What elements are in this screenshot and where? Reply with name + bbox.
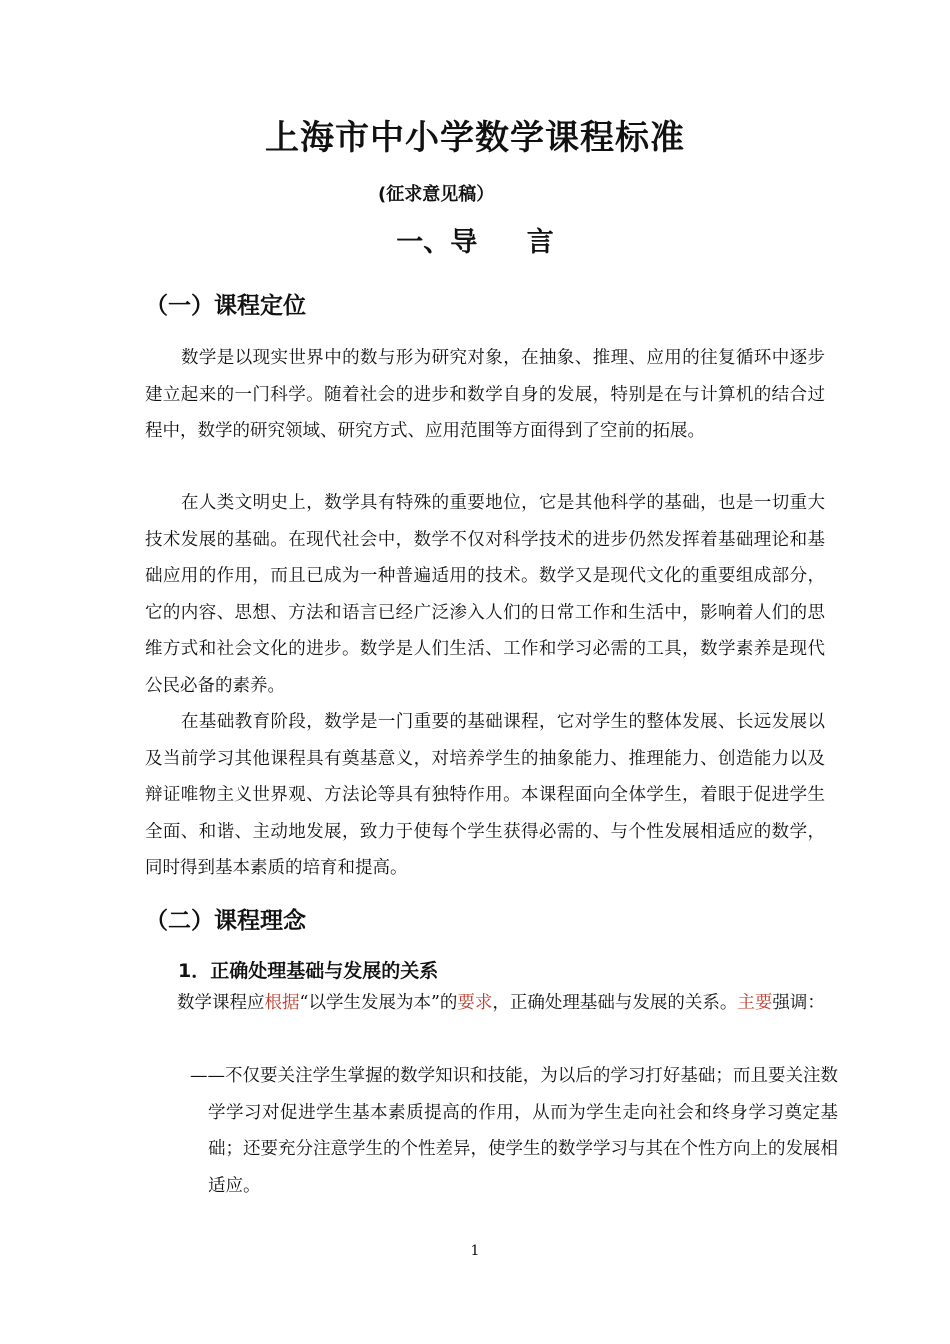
p4-text-a: 数学课程应 [177, 993, 265, 1013]
paragraph-1: 数学是以现实世界中的数与形为研究对象，在抽象、推理、应用的往复循环中逐步建立起来的一门科学。随着社会的进步和数学自身的发展，特别是在与计算机的结合过程中，数学的研究领域、研究方式、应用范围等方面得到了空前的拓展。 [145, 348, 825, 441]
p4-text-b: “以学生发展为本”的 [299, 993, 458, 1013]
paragraph-2: 在人类文明史上，数学具有特殊的重要地位，它是其他科学的基础，也是一切重大技术发展的基础。在现代社会中，数学不仅对科学技术的进步仍然发挥着基础理论和基础应用的作用，而且已成为一种普遍适用的技术。数学又是现代文化的重要组成部分，它的内容、思想、方法和语言已经广泛渗入人们的日常工作和生活中，影响着人们的思维方式和社会文化的进步。数学是人们生活、工作和学习必需的工具，数学素养是现代公民必备的素养。 [145, 493, 825, 696]
chapter-heading: 一、导 言 [396, 227, 554, 258]
p4-highlight-1: 根据 [264, 993, 300, 1013]
paragraph-4 [145, 985, 825, 1022]
p4-highlight-3: 主要 [737, 993, 773, 1013]
p4-text-d: 强调： [772, 993, 825, 1013]
document-subtitle: (征求意见稿） [378, 184, 495, 205]
paragraph-3: 在基础教育阶段，数学是一门重要的基础课程，它对学生的整体发展、长远发展以及当前学习其他课程具有奠基意义，对培养学生的抽象能力、推理能力、创造能力以及辩证唯物主义世界观、方法论等具有独特作用。本课程面向全体学生，着眼于促进学生全面、和谐、主动地发展，致力于使每个学生获得必需的、与个性发展相适应的数学，同时得到基本素质的培育和提高。 [145, 712, 825, 878]
page-number: 1 [470, 1243, 480, 1259]
document-title: 上海市中小学数学课程标准 [265, 118, 685, 158]
p4-text-c: ，正确处理基础与发展的关系。 [492, 993, 738, 1013]
paragraph-5: ——不仅要关注学生掌握的数学知识和技能，为以后的学习打好基础；而且要关注数学学习对促进学生基本素质提高的作用，从而为学生走向社会和终身学习奠定基础；还要充分注意学生的个性差异，使学生的数学学习与其在个性方向上的发展相适应。 [190, 1066, 838, 1196]
section-heading-philosophy: （二）课程理念 [145, 908, 306, 934]
section-heading-positioning: （一）课程定位 [145, 293, 306, 319]
p4-highlight-2: 要求 [457, 993, 493, 1013]
subsection-heading-1: 1．正确处理基础与发展的关系 [178, 960, 439, 982]
